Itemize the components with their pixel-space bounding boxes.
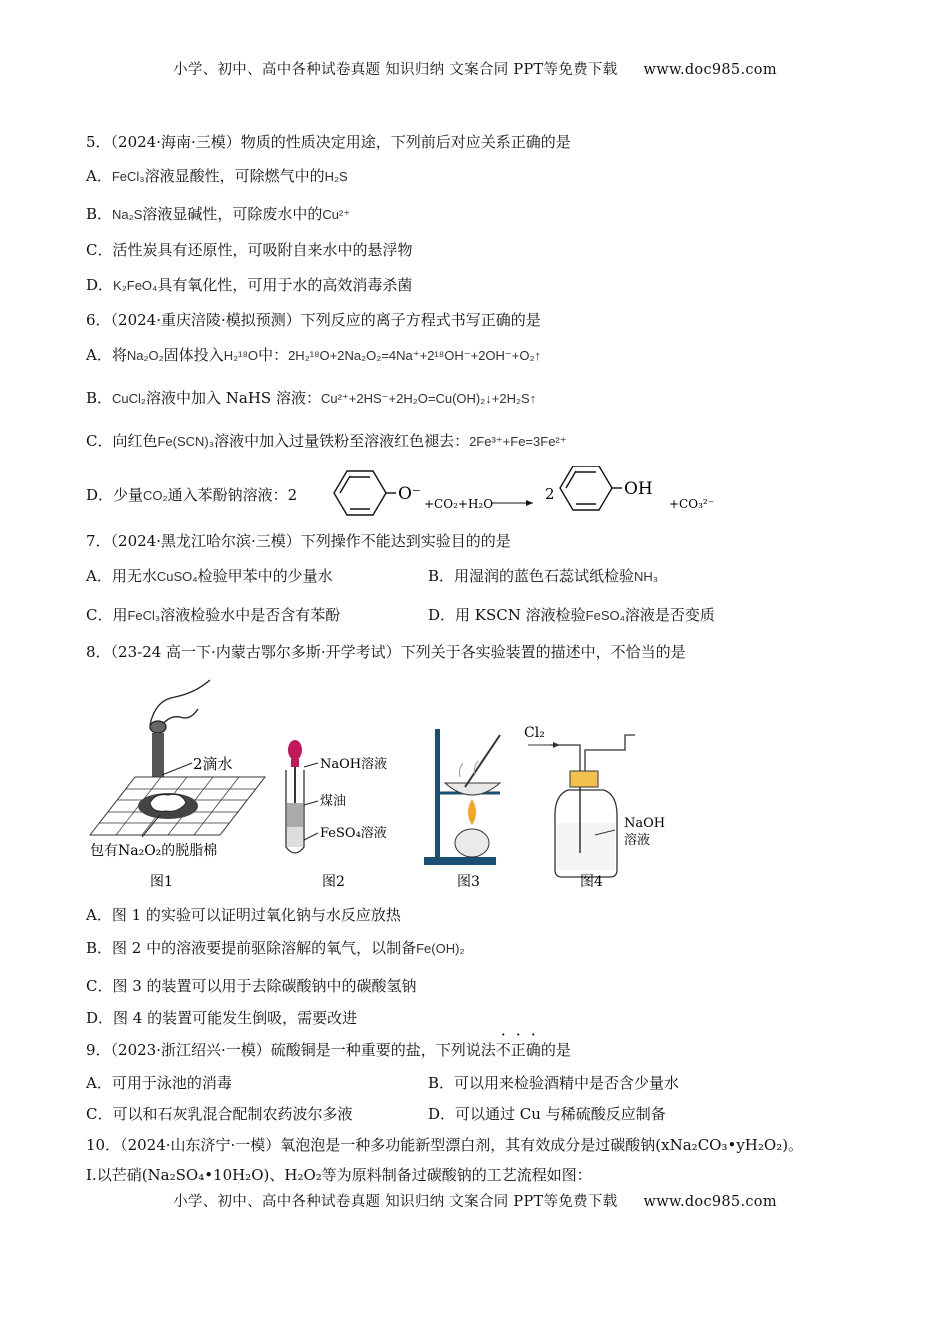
fig2-number: 图2: [322, 874, 345, 890]
fig4-label-naoh: NaOH: [624, 816, 666, 831]
q5-option-b: B．Na₂S溶液显碱性，可除废水中的Cu²⁺: [86, 205, 351, 223]
fig1-dropper: [152, 733, 164, 778]
fig2-dropper-collar: [291, 759, 299, 767]
q5-option-c: C．活性炭具有还原性，可吸附自来水中的悬浮物: [86, 241, 413, 259]
q10-line2: I.以芒硝(Na₂SO₄•10H₂O)、H₂O₂等为原料制备过碳酸钠的工艺流程如图：: [86, 1166, 592, 1184]
q7-option-c: C．用FeCl₃溶液检验水中是否含有苯酚: [86, 606, 341, 624]
fig4-solution: [557, 823, 615, 870]
q9-option-a: A．可用于泳池的消毒: [86, 1074, 232, 1092]
q6-stem: 6．（2024·重庆涪陵·模拟预测）下列反应的离子方程式书写正确的是: [86, 311, 541, 329]
fig1-label-water: 2滴水: [193, 755, 233, 773]
q7-option-a: A．用无水CuSO₄检验甲苯中的少量水: [86, 567, 333, 585]
q6-option-d-equation: [320, 466, 720, 516]
fig1-number: 图1: [150, 874, 173, 890]
q9-option-c: C．可以和石灰乳混合配制农药波尔多液: [86, 1105, 353, 1123]
fig1-caption: 包有Na₂O₂的脱脂棉: [90, 843, 218, 859]
fig3-number: 图3: [457, 874, 480, 890]
fig1-hand: [150, 680, 210, 733]
fig3-stand-base: [424, 857, 496, 865]
q7-option-d: D．用 KSCN 溶液检验FeSO₄溶液是否变质: [428, 606, 715, 624]
fig2-label-feso4: FeSO₄溶液: [320, 826, 387, 841]
fig4-stopper: [570, 771, 598, 787]
hydroxyl-group: OH: [624, 479, 653, 499]
q9-stem: 9．（2023·浙江绍兴·一模）硫酸铜是一种重要的盐，下列说法不正确的是: [86, 1041, 571, 1059]
phenolate-ring: [334, 471, 396, 515]
fig4-label-solution: 溶液: [624, 833, 651, 848]
fig2-label-naoh: NaOH溶液: [320, 757, 388, 772]
page-header: 小学、初中、高中各种试卷真题 知识归纳 文案合同 PPT等免费下载 www.doc985.com: [173, 62, 777, 78]
q9-option-b: B．可以用来检验酒精中是否含少量水: [428, 1074, 680, 1092]
q9-option-d: D．可以通过 Cu 与稀硫酸反应制备: [428, 1105, 666, 1123]
q8-option-a: A．图 1 的实验可以证明过氧化钠与水反应放热: [86, 906, 401, 924]
q6-option-c: C．向红色Fe(SCN)₃溶液中加入过量铁粉至溶液红色褪去：2Fe³⁺+Fe=3Fe²⁺: [86, 432, 567, 450]
reaction-arrowhead: [526, 500, 533, 506]
q6-option-a: A．将Na₂O₂固体投入H₂¹⁸O中：2H₂¹⁸O+2Na₂O₂=4Na⁺+2¹⁸OH⁻+2OH⁻+O₂↑: [86, 346, 542, 364]
fig2-label-kerosene: 煤油: [320, 794, 347, 809]
fig1-pointer: [162, 763, 192, 775]
fig2-dropper-bulb: [288, 740, 302, 760]
q5-option-d: D．K₂FeO₄具有氧化性，可用于水的高效消毒杀菌: [86, 276, 413, 294]
carbonate-text: +CO₃²⁻: [669, 497, 715, 511]
fig2-solution-layer: [287, 827, 303, 847]
phenol-ring: [560, 466, 622, 510]
phenolate-group: O⁻: [398, 484, 421, 504]
fig4-label-cl2: Cl₂: [524, 725, 545, 741]
fig2-kerosene-layer: [287, 803, 303, 827]
q8-option-d: D．图 4 的装置可能发生倒吸，需要改进: [86, 1009, 358, 1027]
fig4-number: 图4: [580, 874, 603, 890]
q10-stem: 10．（2024·山东济宁·一模）氧泡泡是一种多功能新型漂白剂，其有效成分是过碳酸钠(xNa₂CO₃•yH₂O₂)。: [86, 1136, 804, 1154]
fig3-flame: [468, 799, 476, 825]
fig3-lamp: [455, 829, 489, 857]
q7-option-b: B．用湿润的蓝色石蕊试纸检验NH₃: [428, 567, 659, 585]
fig3-glass-rod: [465, 735, 500, 787]
q7-stem: 7．（2024·黑龙江哈尔滨·三模）下列操作不能达到实验目的的是: [86, 532, 511, 550]
q8-figures: [80, 675, 680, 897]
header-site[interactable]: www.doc985.com: [643, 62, 777, 78]
q6-option-b: B．CuCl₂溶液中加入 NaHS 溶液：Cu²⁺+2HS⁻+2H₂O=Cu(OH)₂↓+2H₂S↑: [86, 389, 537, 407]
q5-stem: 5．（2024·海南·三模）物质的性质决定用途，下列前后对应关系正确的是: [86, 133, 571, 151]
product-coefficient: 2: [545, 485, 555, 503]
footer-site[interactable]: www.doc985.com: [643, 1194, 777, 1210]
q6-option-d: D．少量CO₂通入苯酚钠溶液：2: [86, 486, 298, 504]
q8-option-b: B．图 2 中的溶液要提前驱除溶解的氧气，以制备Fe(OH)₂: [86, 939, 465, 957]
page-footer: 小学、初中、高中各种试卷真题 知识归纳 文案合同 PPT等免费下载 www.doc985.com: [173, 1194, 777, 1210]
q5-option-a: A．FeCl₃溶液显酸性，可除燃气中的H₂S: [86, 167, 348, 185]
q8-option-c: C．图 3 的装置可以用于去除碳酸钠中的碳酸氢钠: [86, 977, 417, 995]
reactants-text: +CO₂+H₂O: [424, 497, 494, 511]
q8-stem: 8．（23-24 高一下·内蒙古鄂尔多斯·开学考试）下列关于各实验装置的描述中，不恰当的是: [86, 643, 686, 661]
